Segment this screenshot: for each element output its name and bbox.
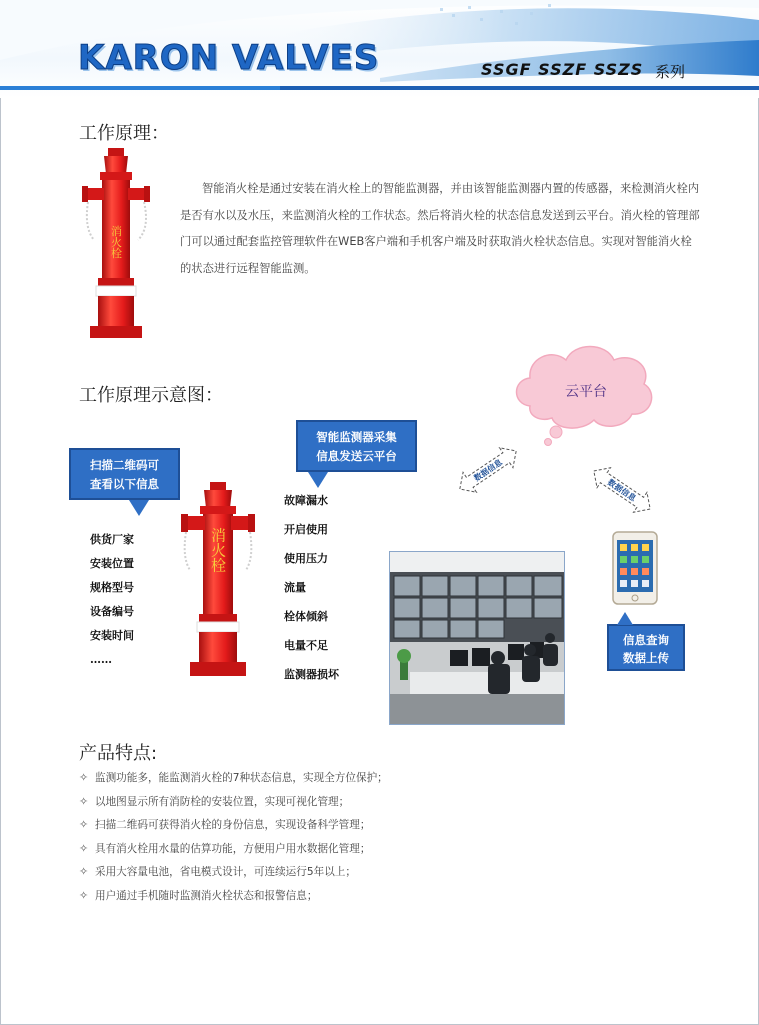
- list-item: 安装时间: [90, 629, 134, 642]
- list-item: ……: [90, 653, 112, 666]
- feature-text: 具有消火栓用水量的估算功能，方便用户用水数据化管理；: [95, 842, 371, 855]
- list-item: 栓体倾斜: [284, 610, 328, 623]
- bullet-icon: ✧: [79, 818, 89, 831]
- list-item: 供货厂家: [90, 533, 134, 546]
- list-item: 故障漏水: [284, 494, 328, 507]
- list-item: [79, 884, 388, 908]
- feature-text: 用户通过手机随时监测消火栓状态和报警信息；: [95, 889, 318, 902]
- list-item: 流量: [284, 581, 306, 594]
- cloud-platform-label: 云平台: [565, 384, 607, 400]
- principle-heading: 工作原理：: [79, 123, 169, 144]
- bullet-icon: ✧: [79, 794, 89, 808]
- hydrant-label-small: 消火栓: [109, 225, 123, 259]
- phone-callout-line-1: 信息查询: [623, 633, 669, 647]
- bullet-icon: ✧: [79, 771, 89, 784]
- monitoring-center-photo: [389, 551, 565, 725]
- list-item: 开启使用: [284, 523, 328, 536]
- features-heading: 产品特点:: [79, 743, 158, 764]
- header-banner: [0, 0, 759, 98]
- scan-callout-line-2: 查看以下信息: [90, 477, 159, 491]
- bullet-icon: ✧: [79, 888, 89, 902]
- list-item: [79, 813, 388, 837]
- hydrant-label-large: 消火栓: [209, 527, 227, 573]
- fire-hydrant-diagram-image: [180, 482, 256, 678]
- bullet-icon: ✧: [79, 865, 89, 878]
- phone-callout: [607, 624, 685, 671]
- list-item: 设备编号: [90, 605, 134, 618]
- scan-callout-line-1: 扫描二维码可: [90, 458, 159, 472]
- smartphone-icon: [612, 531, 658, 605]
- bullet-icon: ✧: [79, 841, 89, 855]
- list-item: 安装位置: [90, 557, 134, 570]
- phone-callout-line-2: 数据上传: [623, 651, 669, 665]
- list-item: [79, 766, 388, 790]
- list-item: 规格型号: [90, 581, 134, 594]
- status-info-list: [284, 486, 339, 689]
- list-item: 监测器损坏: [284, 668, 339, 681]
- feature-text: 以地图显示所有消防栓的安装位置，实现可视化管理；: [95, 795, 350, 808]
- series-codes: SSGF SSZF SSZS: [481, 60, 644, 79]
- data-arrow-right-label: 数据信息: [605, 477, 638, 504]
- features-list: [79, 766, 388, 907]
- data-arrow-left: [452, 442, 524, 498]
- principle-paragraph: 智能消火栓是通过安装在消火栓上的智能监测器，并由该智能监测器内置的传感器，来检测消火栓内是否有水以及水压，来监测消火栓的工作状态。然后将消火栓的状态信息发送到云平台。消火栓的管理部门可以通过配套监控管理软件在WEB客户端和手机客户端及时获取消火栓状态信息。实现对智能消火栓的状态进行远程智能监测。: [180, 182, 700, 275]
- feature-text: 监测功能多，能监测消火栓的7种状态信息，实现全方位保护；: [95, 772, 388, 784]
- list-item: 使用压力: [284, 552, 328, 565]
- list-item: [79, 790, 388, 814]
- series-suffix: 系列: [655, 63, 686, 81]
- diagram-heading: 工作原理示意图：: [79, 385, 223, 406]
- fire-hydrant-image: [80, 148, 152, 342]
- monitor-callout: [296, 420, 417, 472]
- list-item: [79, 860, 388, 884]
- brand-logo-text: KARON VALVES: [78, 38, 380, 78]
- data-arrow-left-label: 数据信息: [472, 457, 505, 484]
- list-item: 电量不足: [284, 639, 328, 652]
- monitor-callout-line-2: 信息发送云平台: [316, 449, 397, 463]
- list-item: [79, 837, 388, 861]
- feature-text: 采用大容量电池，省电模式设计，可连续运行5年以上；: [95, 866, 356, 878]
- feature-text: 扫描二维码可获得消火栓的身份信息，实现设备科学管理；: [95, 819, 371, 831]
- data-arrow-right: [586, 462, 658, 518]
- scan-qr-callout: [69, 448, 180, 500]
- scan-info-list: [90, 528, 134, 672]
- monitor-callout-line-1: 智能监测器采集: [316, 430, 397, 444]
